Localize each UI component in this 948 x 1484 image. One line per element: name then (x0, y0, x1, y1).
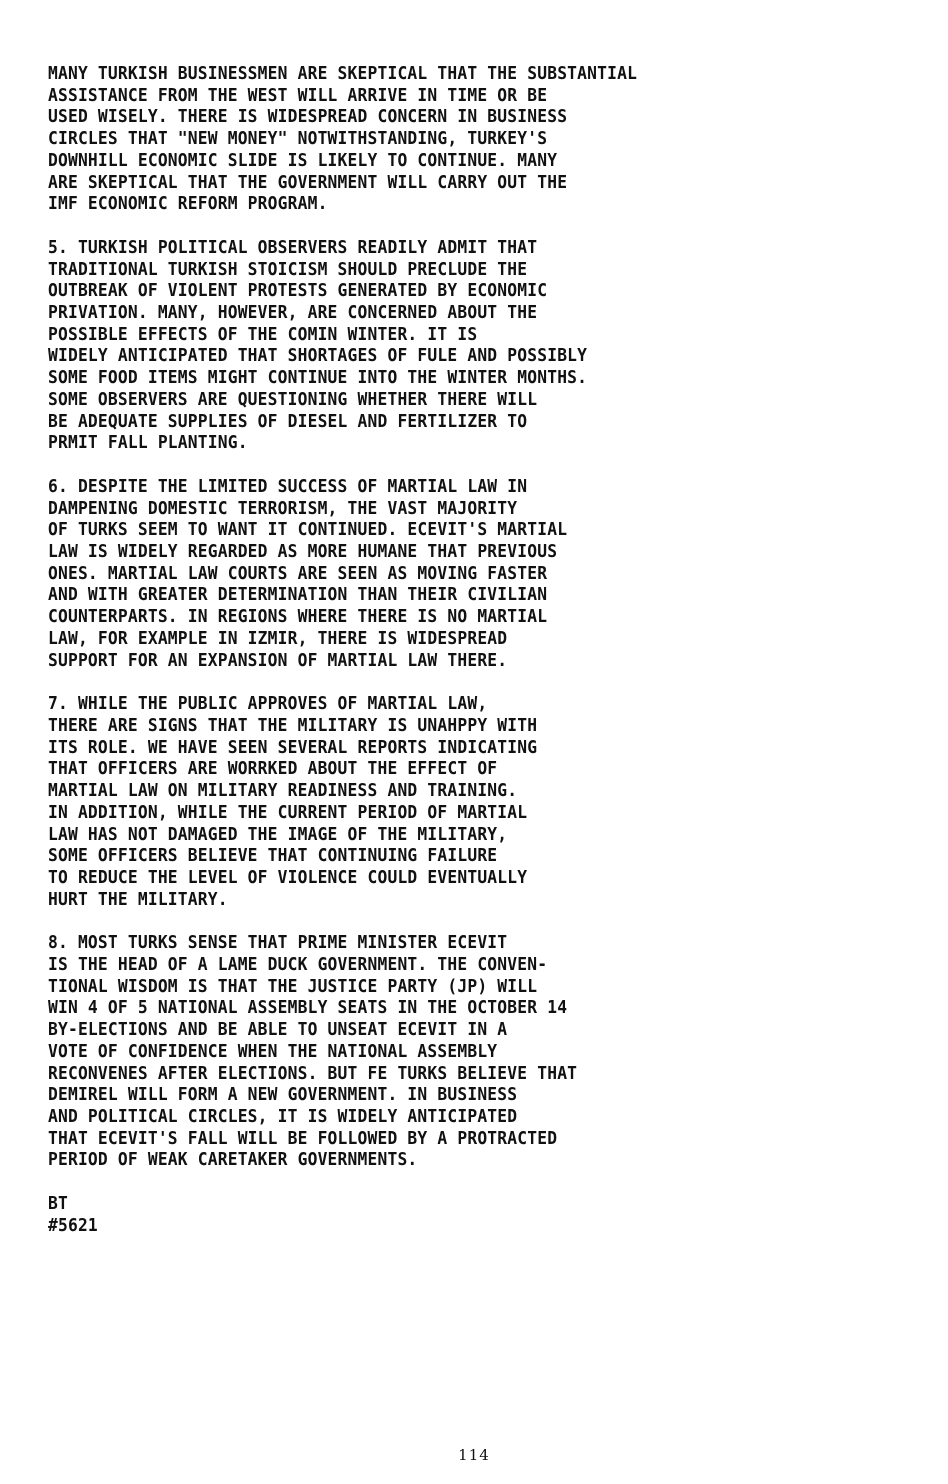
text-line: MARTIAL LAW ON MILITARY READINESS AND TRAINING. (48, 781, 518, 802)
page-number: 114 (458, 1446, 490, 1464)
text-line: RECONVENES AFTER ELECTIONS. BUT FE TURKS BELIEVE THAT (48, 1063, 578, 1084)
text-line: ASSISTANCE FROM THE WEST WILL ARRIVE IN TIME OR BE (48, 85, 548, 106)
text-line: DEMIREL WILL FORM A NEW GOVERNMENT. IN BUSINESS (48, 1085, 518, 1106)
text-line: SOME OFFICERS BELIEVE THAT CONTINUING FAILURE (48, 846, 498, 867)
text-line: BY-ELECTIONS AND BE ABLE TO UNSEAT ECEVIT IN A (48, 1020, 508, 1041)
text-line: WIDELY ANTICIPATED THAT SHORTAGES OF FULE AND POSSIBLY (48, 346, 588, 367)
text-line: IN ADDITION, WHILE THE CURRENT PERIOD OF MARTIAL (48, 802, 528, 823)
text-line: THAT OFFICERS ARE WORRKED ABOUT THE EFFECT OF (48, 759, 498, 780)
text-line: SOME OBSERVERS ARE QUESTIONING WHETHER THERE WILL (48, 389, 538, 410)
text-line: USED WISELY. THERE IS WIDESPREAD CONCERN IN BUSINESS (48, 107, 568, 128)
text-line: 5. TURKISH POLITICAL OBSERVERS READILY ADMIT THAT (48, 237, 538, 258)
paragraph-8 (48, 933, 908, 1172)
text-line: LAW IS WIDELY REGARDED AS MORE HUMANE THAT PREVIOUS (48, 542, 558, 563)
text-line: ARE SKEPTICAL THAT THE GOVERNMENT WILL CARRY OUT THE (48, 172, 568, 193)
text-line: SUPPORT FOR AN EXPANSION OF MARTIAL LAW THERE. (48, 650, 508, 671)
text-line: PERIOD OF WEAK CARETAKER GOVERNMENTS. (48, 1150, 418, 1171)
text-line: IS THE HEAD OF A LAME DUCK GOVERNMENT. THE CONVEN- (48, 955, 548, 976)
text-line: OUTBREAK OF VIOLENT PROTESTS GENERATED BY ECONOMIC (48, 281, 548, 302)
text-line: THAT ECEVIT'S FALL WILL BE FOLLOWED BY A PROTRACTED (48, 1128, 558, 1149)
text-line: SOME FOOD ITEMS MIGHT CONTINUE INTO THE WINTER MONTHS. (48, 368, 588, 389)
message-number: #5621 (48, 1215, 98, 1236)
text-line: BE ADEQUATE SUPPLIES OF DIESEL AND FERTILIZER TO (48, 411, 528, 432)
text-line: AND WITH GREATER DETERMINATION THAN THEIR CIVILIAN (48, 585, 548, 606)
message-footer (48, 1194, 908, 1237)
paragraph-6 (48, 477, 908, 672)
text-line: PRMIT FALL PLANTING. (48, 433, 248, 454)
paragraph-7 (48, 694, 908, 911)
text-line: DAMPENING DOMESTIC TERRORISM, THE VAST MAJORITY (48, 498, 518, 519)
text-line: POSSIBLE EFFECTS OF THE COMIN WINTER. IT IS (48, 324, 478, 345)
text-line: 8. MOST TURKS SENSE THAT PRIME MINISTER ECEVIT (48, 933, 508, 954)
text-line: WIN 4 OF 5 NATIONAL ASSEMBLY SEATS IN THE OCTOBER 14 (48, 998, 568, 1019)
text-line: AND POLITICAL CIRCLES, IT IS WIDELY ANTICIPATED (48, 1106, 518, 1127)
paragraph-intro (48, 64, 908, 216)
text-line: VOTE OF CONFIDENCE WHEN THE NATIONAL ASSEMBLY (48, 1041, 498, 1062)
text-line: 6. DESPITE THE LIMITED SUCCESS OF MARTIAL LAW IN (48, 476, 528, 497)
text-line: 7. WHILE THE PUBLIC APPROVES OF MARTIAL LAW, (48, 694, 488, 715)
text-line: HURT THE MILITARY. (48, 889, 228, 910)
text-line: TRADITIONAL TURKISH STOICISM SHOULD PRECLUDE THE (48, 259, 528, 280)
text-line: OF TURKS SEEM TO WANT IT CONTINUED. ECEVIT'S MARTIAL (48, 520, 568, 541)
text-line: CIRCLES THAT "NEW MONEY" NOTWITHSTANDING, TURKEY'S (48, 129, 548, 150)
text-line: COUNTERPARTS. IN REGIONS WHERE THERE IS NO MARTIAL (48, 607, 548, 628)
text-line: TO REDUCE THE LEVEL OF VIOLENCE COULD EVENTUALLY (48, 867, 528, 888)
text-line: LAW HAS NOT DAMAGED THE IMAGE OF THE MILITARY, (48, 824, 508, 845)
text-line: IMF ECONOMIC REFORM PROGRAM. (48, 194, 328, 215)
text-line: ONES. MARTIAL LAW COURTS ARE SEEN AS MOVING FASTER (48, 563, 548, 584)
text-line: PRIVATION. MANY, HOWEVER, ARE CONCERNED ABOUT THE (48, 303, 538, 324)
text-line: ITS ROLE. WE HAVE SEEN SEVERAL REPORTS INDICATING (48, 737, 538, 758)
text-line: MANY TURKISH BUSINESSMEN ARE SKEPTICAL THAT THE SUBSTANTIAL (48, 64, 638, 84)
text-line: TIONAL WISDOM IS THAT THE JUSTICE PARTY (JP) WILL (48, 976, 538, 997)
paragraph-5 (48, 238, 908, 455)
text-line: LAW, FOR EXAMPLE IN IZMIR, THERE IS WIDESPREAD (48, 628, 508, 649)
text-line: DOWNHILL ECONOMIC SLIDE IS LIKELY TO CONTINUE. MANY (48, 150, 558, 171)
end-marker: BT (48, 1194, 68, 1215)
text-line: THERE ARE SIGNS THAT THE MILITARY IS UNAHPPY WITH (48, 715, 538, 736)
document-body (48, 64, 908, 1237)
